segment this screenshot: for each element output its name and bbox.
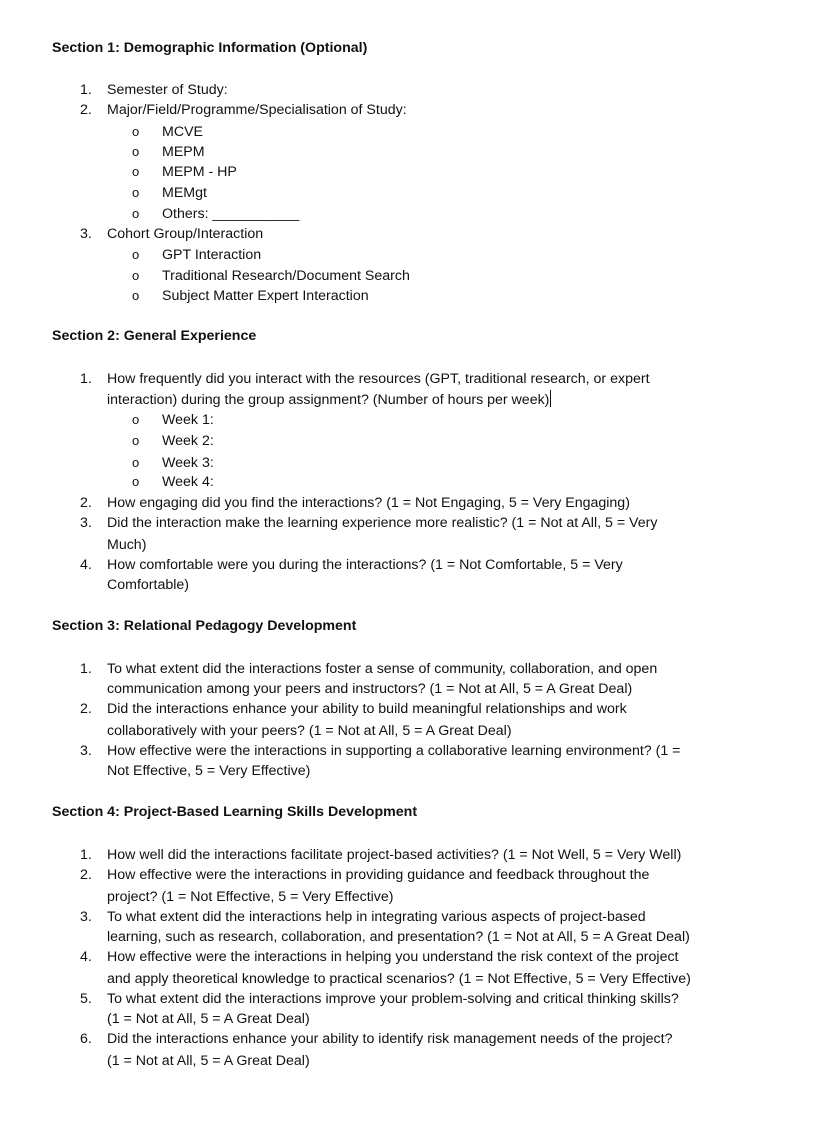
option-item: Week 1:	[162, 412, 214, 428]
question-line: Not Effective, 5 = Very Effective)	[107, 763, 311, 779]
option-item: MEPM - HP	[162, 164, 237, 180]
bullet: o	[132, 206, 140, 221]
section-1-heading: Section 1: Demographic Information (Optional)	[52, 40, 368, 56]
question-semester: Semester of Study:	[107, 82, 228, 98]
question-line: learning, such as research, collaboration, and presentation? (1 = Not at All, 5 = A Great Deal)	[107, 929, 690, 945]
section-3-heading: Section 3: Relational Pedagogy Development	[52, 618, 357, 634]
question-line: communication among your peers and instructors? (1 = Not at All, 5 = A Great Deal)	[107, 681, 633, 697]
list-number: 2.	[80, 867, 92, 883]
list-number: 3.	[80, 909, 92, 925]
list-number: 5.	[80, 991, 92, 1007]
option-item: MEMgt	[162, 185, 207, 201]
list-number: 1.	[80, 371, 92, 387]
bullet: o	[132, 185, 140, 200]
list-number: 1.	[80, 82, 92, 98]
option-item: GPT Interaction	[162, 247, 262, 263]
option-item: Week 3:	[162, 455, 214, 471]
question-line: How frequently did you interact with the resources (GPT, traditional research, or expert	[107, 371, 650, 387]
question-line: Comfortable)	[107, 577, 190, 593]
question-major: Major/Field/Programme/Specialisation of Study:	[107, 102, 407, 118]
question-line: How engaging did you find the interactions? (1 = Not Engaging, 5 = Very Engaging)	[107, 495, 630, 511]
bullet: o	[132, 455, 140, 470]
list-number: 4.	[80, 949, 92, 965]
question-line: How effective were the interactions in providing guidance and feedback throughout the	[107, 867, 650, 883]
question-line: Did the interactions enhance your ability to build meaningful relationships and work	[107, 701, 627, 717]
question-line: Did the interactions enhance your ability to identify risk management needs of the project?	[107, 1031, 673, 1047]
bullet: o	[132, 412, 140, 427]
question-line: interaction) during the group assignment? (Number of hours per week)	[107, 392, 550, 408]
question-line: How well did the interactions facilitate project-based activities? (1 = Not Well, 5 = Very Well)	[107, 847, 682, 863]
list-number: 4.	[80, 557, 92, 573]
section-4-heading: Section 4: Project-Based Learning Skills Development	[52, 804, 418, 820]
list-number: 6.	[80, 1031, 92, 1047]
list-number: 2.	[80, 102, 92, 118]
question-line: collaboratively with your peers? (1 = Not at All, 5 = A Great Deal)	[107, 723, 512, 739]
section-2-heading: Section 2: General Experience	[52, 328, 257, 344]
question-line: project? (1 = Not Effective, 5 = Very Effective)	[107, 889, 394, 905]
question-line: (1 = Not at All, 5 = A Great Deal)	[107, 1011, 310, 1027]
option-item: MEPM	[162, 144, 205, 160]
question-line-with-cursor	[107, 390, 551, 410]
question-line: To what extent did the interactions help in integrating various aspects of project-based	[107, 909, 646, 925]
list-number: 2.	[80, 495, 92, 511]
question-line: Did the interaction make the learning experience more realistic? (1 = Not at All, 5 = Very	[107, 515, 658, 531]
bullet: o	[132, 247, 140, 262]
bullet: o	[132, 164, 140, 179]
question-line: How comfortable were you during the interactions? (1 = Not Comfortable, 5 = Very	[107, 557, 623, 573]
question-line: To what extent did the interactions improve your problem-solving and critical thinking skills?	[107, 991, 679, 1007]
question-line: To what extent did the interactions foster a sense of community, collaboration, and open	[107, 661, 658, 677]
question-line: Much)	[107, 537, 147, 553]
list-number: 3.	[80, 743, 92, 759]
question-line: How effective were the interactions in helping you understand the risk context of the project	[107, 949, 679, 965]
bullet: o	[132, 474, 140, 489]
option-item: Subject Matter Expert Interaction	[162, 288, 369, 304]
bullet: o	[132, 433, 140, 448]
bullet: o	[132, 268, 140, 283]
list-number: 1.	[80, 847, 92, 863]
question-line: (1 = Not at All, 5 = A Great Deal)	[107, 1053, 310, 1069]
question-line: and apply theoretical knowledge to practical scenarios? (1 = Not Effective, 5 = Very Effective)	[107, 971, 691, 987]
option-item: Week 4:	[162, 474, 214, 490]
question-line: How effective were the interactions in supporting a collaborative learning environment? (1 =	[107, 743, 681, 759]
list-number: 1.	[80, 661, 92, 677]
list-number: 2.	[80, 701, 92, 717]
text-cursor	[550, 390, 551, 407]
option-item: MCVE	[162, 124, 203, 140]
bullet: o	[132, 124, 140, 139]
option-item: Week 2:	[162, 433, 214, 449]
option-item: Traditional Research/Document Search	[162, 268, 410, 284]
list-number: 3.	[80, 515, 92, 531]
bullet: o	[132, 288, 140, 303]
option-item: Others: ___________	[162, 206, 300, 222]
question-cohort: Cohort Group/Interaction	[107, 226, 264, 242]
bullet: o	[132, 144, 140, 159]
list-number: 3.	[80, 226, 92, 242]
